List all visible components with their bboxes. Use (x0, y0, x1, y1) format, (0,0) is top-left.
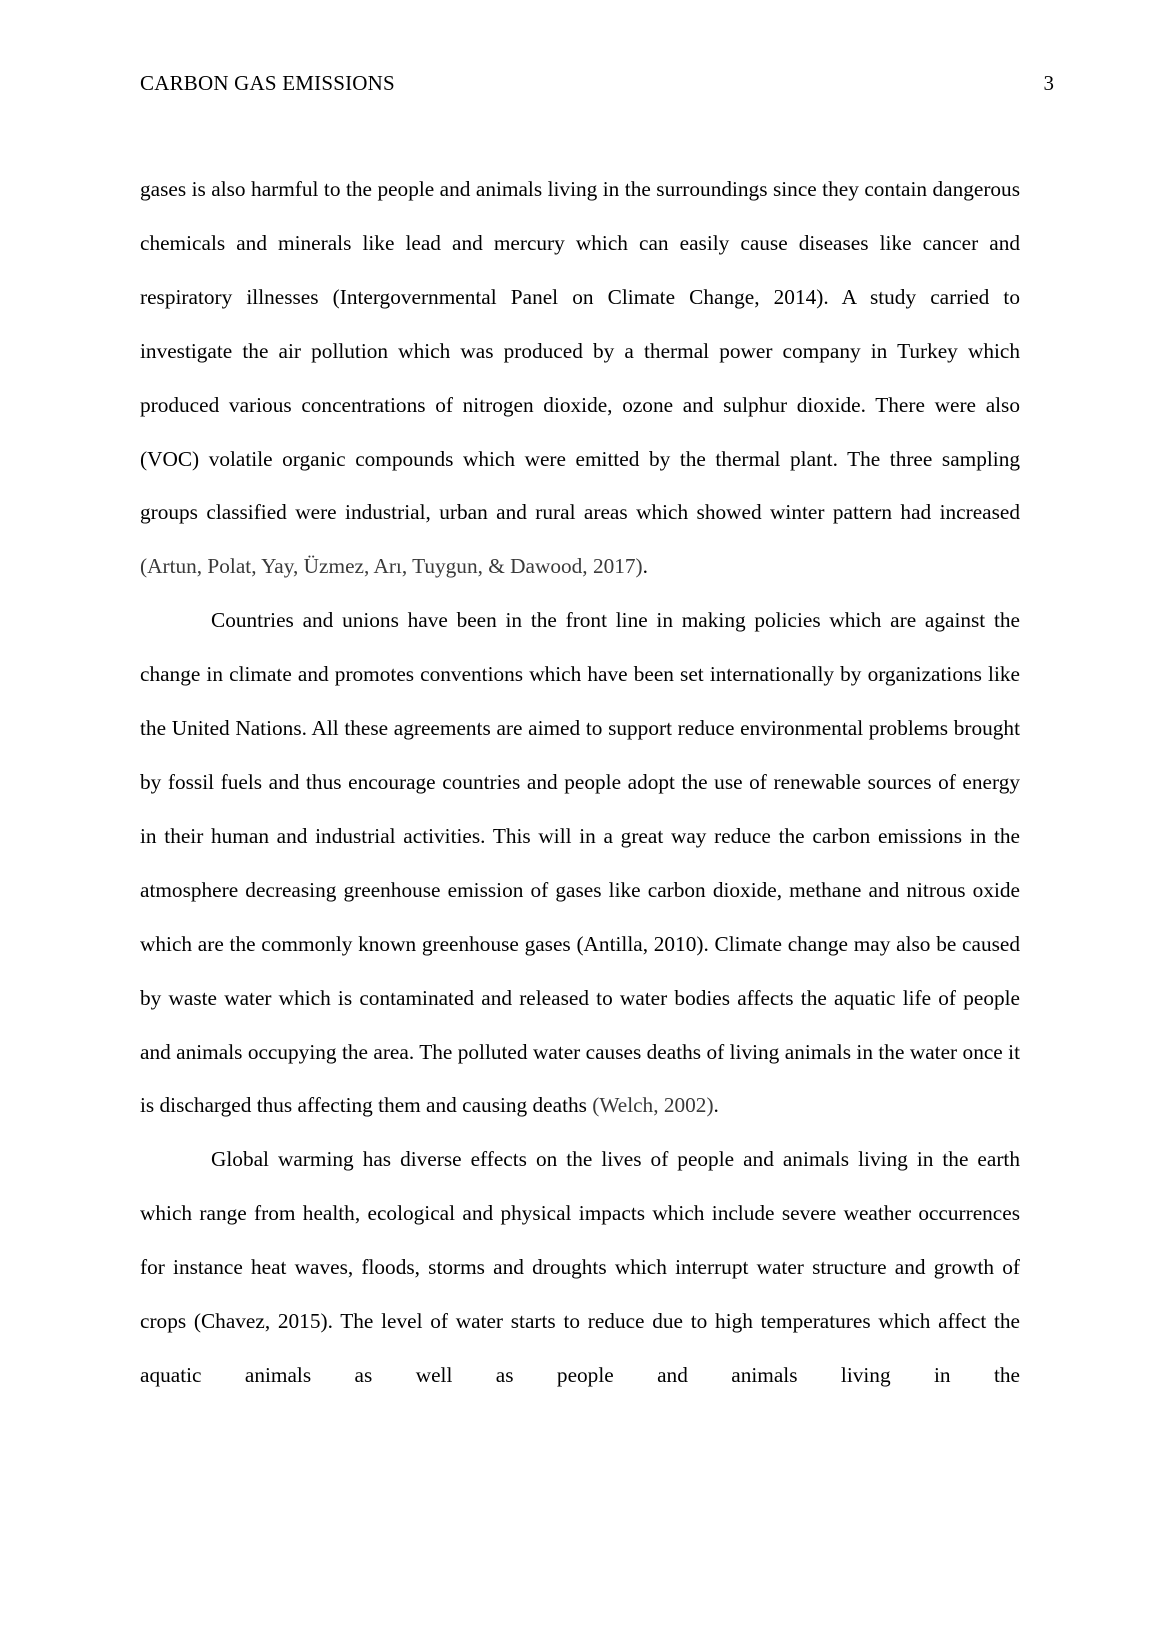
page-number: 3 (1043, 71, 1054, 95)
paragraph-3 (140, 1133, 1020, 1403)
paragraph-1 (140, 163, 1020, 594)
paragraph-2-end: . (713, 1093, 719, 1118)
paragraph-1-end: . (642, 554, 648, 579)
citation-artun-2017: (Artun, Polat, Yay, Üzmez, Arı, Tuygun, & Dawood, 2017) (140, 554, 643, 579)
paragraph-2 (140, 594, 1020, 1133)
body-text (140, 163, 1020, 1403)
running-head: CARBON GAS EMISSIONS (140, 71, 395, 95)
paragraph-3-text: Global warming has diverse effects on the lives of people and animals living in the earth which range from health, ecological and physical impacts which include severe weather occurrences for instance heat waves, floods, storms and droughts which interrupt water structure and growth of crops (Chavez, 2015). The level of water starts to reduce due to high temperatures which affect the aquatic animals as well as people and animals living in the (140, 1147, 1020, 1387)
paragraph-2-text: Countries and unions have been in the front line in making policies which are against the change in climate and promotes conventions which have been set internationally by organizations like the United Nations. All these agreements are aimed to support reduce environmental problems brought by fossil fuels and thus encourage countries and people adopt the use of renewable sources of energy in their human and industrial activities. This will in a great way reduce the carbon emissions in the atmosphere decreasing greenhouse emission of gases like carbon dioxide, methane and nitrous oxide which are the commonly known greenhouse gases (Antilla, 2010). Climate change may also be caused by waste water which is contaminated and released to water bodies affects the aquatic life of people and animals occupying the area. The polluted water causes deaths of living animals in the water once it is discharged thus affecting them and causing deaths (140, 608, 1020, 1118)
citation-welch-2002: (Welch, 2002) (592, 1093, 714, 1118)
paragraph-1-text: gases is also harmful to the people and animals living in the surroundings since they contain dangerous chemicals and minerals like lead and mercury which can easily cause diseases like cancer and respiratory illnesses (Intergovernmental Panel on Climate Change, 2014). A study carried to investigate the air pollution which was produced by a thermal power company in Turkey which produced various concentrations of nitrogen dioxide, ozone and sulphur dioxide. There were also (VOC) volatile organic compounds which were emitted by the thermal plant. The three sampling groups classified were industrial, urban and rural areas which showed winter pattern had increased (140, 177, 1020, 525)
